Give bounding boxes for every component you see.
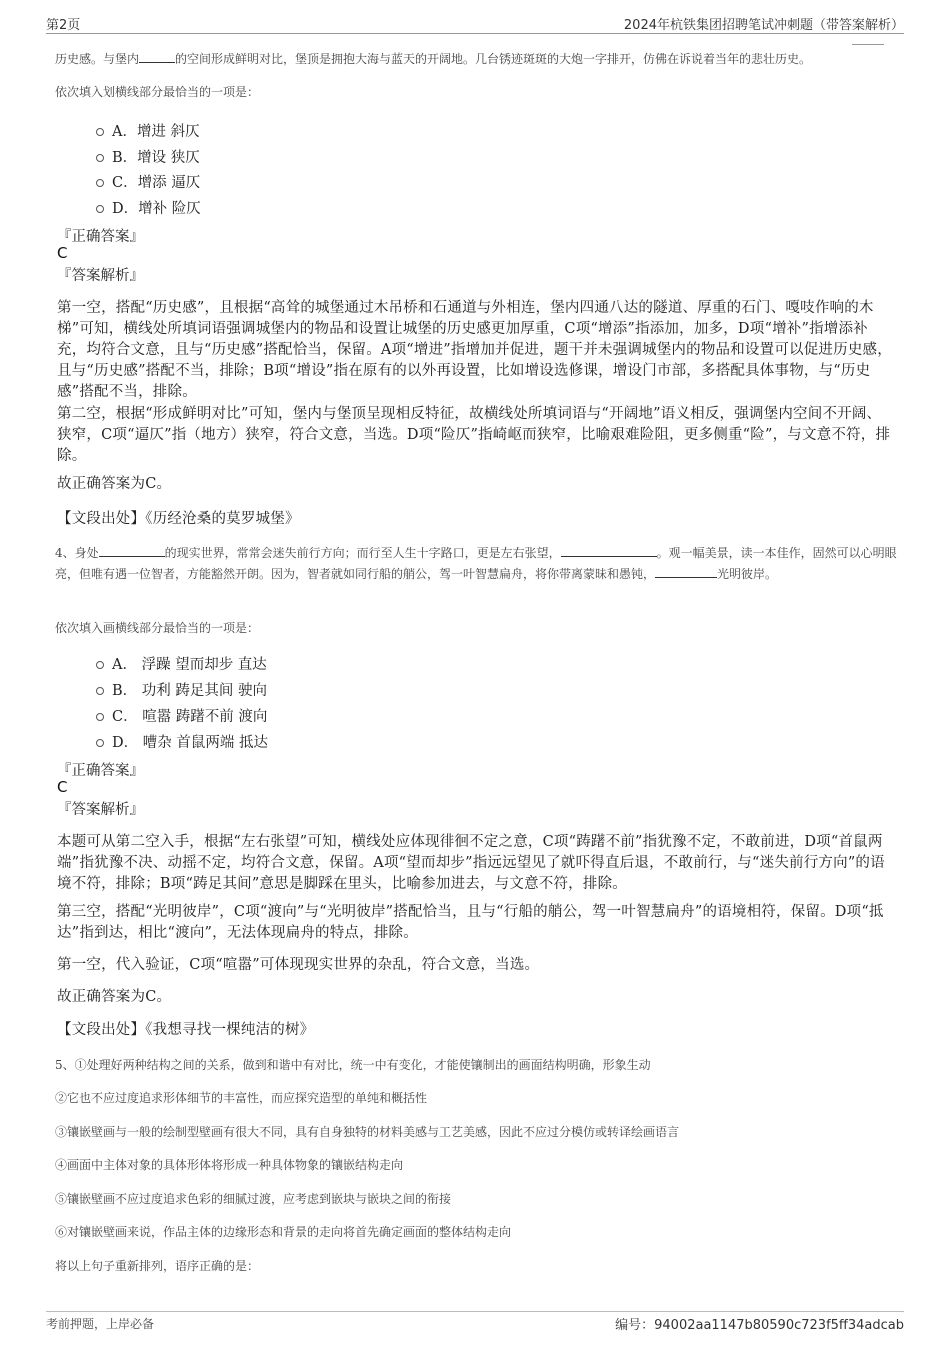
- q3-blank: [139, 49, 175, 63]
- q4-analysis-paragraph-1: 本题可从第二空入手，根据“左右张望”可知，横线处应体现徘徊不定之意，C项“踌躇不前”指犹豫不定，不敢前进，D项“首鼠两端”指犹豫不决、动摇不定，均符合文意，保留。A项“望而却步”指远远望见了就吓得直后退，不敢前行，与“迷失前行方向”的语境不符，排除；B项“踌足其间”意思是脚踩在里头，比喻参加进去，与文意不符，排除。: [57, 834, 885, 892]
- q4-answer-label: 『正确答案』: [57, 763, 144, 779]
- radio-icon[interactable]: [96, 661, 104, 669]
- q5-sentence-4: ④画面中主体对象的具体形体将形成一种具体物象的镶嵌结构走向: [55, 1158, 404, 1172]
- radio-icon[interactable]: [96, 179, 104, 187]
- radio-icon[interactable]: [96, 205, 104, 213]
- q5-sentence-3: ③镶嵌壁画与一般的绘制型壁画有很大不同，具有自身独特的材料美感与工艺美感，因此不应过分模仿或转译绘画语言: [55, 1125, 680, 1139]
- q3-stem-text-a: 历史感。与堡内: [55, 52, 140, 66]
- q3-option-b-label: B．增设 狭仄: [112, 150, 200, 166]
- q3-analysis-paragraph-1: 第一空，搭配“历史感”，且根据“高耸的城堡通过木吊桥和石通道与外相连，堡内四通八达的隧道、厚重的石门、嘎吱作响的木梯”可知，横线处所填词语强调城堡内的物品和设置让城堡的历史感更加厚重，C项“增添”指添加，加多，D项“增补”指增添补充，均符合文意，且与“历史感”搭配恰当，保留。A项“增进”指增加并促进，题干并未强调城堡内的物品和设置可以促进历史感，且与“历史感”搭配不当，排除；B项“增设”指在原有的以外再设置，比如增设选修课，增设门市部，多搭配具体事物，与“历史感”搭配不当，排除。: [57, 300, 892, 400]
- q4-source: 【文段出处】《我想寻找一棵纯洁的树》: [57, 1022, 315, 1038]
- q4-blank-2: [561, 543, 657, 557]
- q3-analysis-paragraph-2: 第二空，根据“形成鲜明对比”可知，堡内与堡顶呈现相反特征，故横线处所填词语与“开阔地”语义相反，强调堡内空间不开阔、狭窄，C项“逼仄”指（地方）狭窄，符合文意，当选。D项“险仄”指崎岖而狭窄，比喻艰难险阻，更多侧重“险”，与文意不符，排除。: [57, 406, 891, 464]
- q4-analysis-label: 『答案解析』: [57, 802, 144, 818]
- q4-answer: C: [57, 778, 68, 796]
- q3-option-d-label: D．增补 险仄: [112, 201, 201, 217]
- q3-answer-label: 『正确答案』: [57, 229, 144, 245]
- q4-option-d-label: D． 嘈杂 首鼠两端 抵达: [112, 735, 268, 751]
- radio-icon[interactable]: [96, 713, 104, 721]
- q3-analysis-label: 『答案解析』: [57, 268, 144, 284]
- q3-option-a[interactable]: [96, 120, 200, 141]
- footer-divider: [46, 1311, 904, 1312]
- q3-option-c[interactable]: [96, 171, 200, 192]
- q5-sentence-6: ⑥对镶嵌壁画来说，作品主体的边缘形态和背景的走向将首先确定画面的整体结构走向: [55, 1225, 512, 1239]
- document-title: 2024年杭铁集团招聘笔试冲刺题（带答案解析）: [623, 18, 904, 33]
- radio-icon[interactable]: [96, 154, 104, 162]
- q4-analysis-paragraph-3: 第一空，代入验证，C项“喧嚣”可体现现实世界的杂乱，符合文意，当选。: [57, 957, 540, 973]
- q4-stem-text-b: 的现实世界，常常会迷失前行方向；而行至人生十字路口，更是左右张望，: [164, 546, 561, 560]
- q5-sentence-1: 5、①处理好两种结构之间的关系，做到和谐中有对比，统一中有变化，才能使镶制出的画面结构明确，形象生动: [55, 1058, 651, 1072]
- q3-answer: C: [57, 244, 68, 262]
- q4-prompt: 依次填入画横线部分最恰当的一项是：: [55, 621, 260, 635]
- q3-option-b[interactable]: [96, 146, 200, 167]
- q5-sentence-5: ⑤镶嵌壁画不应过度追求色彩的细腻过渡，应考虑到嵌块与嵌块之间的衔接: [55, 1192, 452, 1206]
- q4-option-a-label: A． 浮躁 望而却步 直达: [112, 657, 267, 673]
- q3-prompt: 依次填入划横线部分最恰当的一项是：: [55, 85, 260, 99]
- q4-option-b[interactable]: [96, 679, 267, 700]
- q3-conclusion: 故正确答案为C。: [57, 476, 172, 492]
- radio-icon[interactable]: [96, 739, 104, 747]
- footer-slogan: 考前押题，上岸必备: [46, 1317, 155, 1331]
- q4-stem-text-a: 4、身处: [55, 546, 99, 560]
- q3-option-c-label: C．增添 逼仄: [112, 175, 201, 191]
- radio-icon[interactable]: [96, 128, 104, 136]
- header-divider: [46, 33, 904, 34]
- q4-option-c-label: C． 喧嚣 踌躇不前 渡向: [112, 709, 268, 725]
- q4-option-b-label: B． 功利 踌足其间 驶向: [112, 683, 267, 699]
- q4-option-c[interactable]: [96, 705, 267, 726]
- page-number: 第2页: [46, 18, 81, 33]
- header-short-rule: [852, 44, 884, 45]
- q4-blank-3: [655, 564, 717, 578]
- q4-stem: [55, 543, 907, 585]
- q3-option-a-label: A．增进 斜仄: [112, 124, 200, 140]
- q4-stem-text-d: 光明彼岸。: [717, 567, 778, 581]
- q4-blank-1: [99, 543, 165, 557]
- q4-stem-text-c: 。观一幅美景，读一本佳作，固然可以心明眼亮，但唯有遇一位智者，方能豁然开朗。因为，智者就如同行船的艄公，驾一叶智慧扁舟，将你带离蒙昧和愚钝，: [55, 546, 897, 581]
- q3-option-d[interactable]: [96, 197, 201, 218]
- q4-option-d[interactable]: [96, 731, 268, 752]
- q3-stem-text-b: 的空间形成鲜明对比，堡顶是拥抱大海与蓝天的开阔地。几台锈迹斑斑的大炮一字排开，仿佛在诉说着当年的悲壮历史。: [175, 52, 812, 66]
- q4-conclusion: 故正确答案为C。: [57, 989, 172, 1005]
- q3-stem: [55, 49, 905, 70]
- q3-source: 【文段出处】《历经沧桑的莫罗城堡》: [57, 511, 300, 527]
- q4-analysis-paragraph-2: 第三空，搭配“光明彼岸”，C项“渡向”与“光明彼岸”搭配恰当，且与“行船的艄公，驾一叶智慧扁舟”的语境相符，保留。D项“抵达”指到达，相比“渡向”，无法体现扁舟的特点，排除。: [57, 904, 884, 941]
- radio-icon[interactable]: [96, 687, 104, 695]
- q4-option-a[interactable]: [96, 653, 267, 674]
- q5-prompt: 将以上句子重新排列，语序正确的是：: [55, 1259, 260, 1273]
- q5-sentence-2: ②它也不应过度追求形体细节的丰富性，而应探究造型的单纯和概括性: [55, 1091, 428, 1105]
- footer-document-id: 编号：94002aa1147b80590c723f5ff34adcab: [615, 1318, 904, 1333]
